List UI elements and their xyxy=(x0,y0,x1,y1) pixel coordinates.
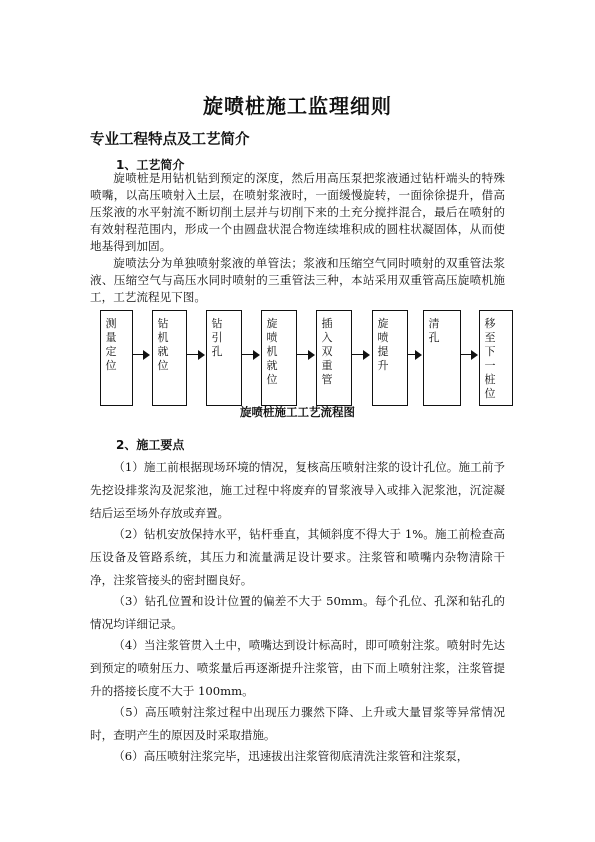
flow-step-box xyxy=(100,310,133,406)
flow-arrow-icon xyxy=(408,350,422,360)
flow-step-label: 钻机就位 xyxy=(157,317,169,372)
subsection-title-construction-points: 2、施工要点 xyxy=(116,438,185,452)
paragraph-intro-1: 旋喷桩是用钻机钻到预定的深度，然后用高压泵把浆液通过钻杆端头的特殊喷嘴，以高压喷射入土层，在喷射浆液时，一面缓慢旋转，一面徐徐提升，借高压浆液的水平射流不断切削土层并与切削下来的土充分搅拌混合，最后在喷射的有效射程范围内，形成一个由圆盘状混合物连续堆积成的圆柱状凝固体，从而使地基得到加固。 xyxy=(90,171,505,253)
paragraph-point-1: （1）施工前根据现场环境的情况，复核高压喷射注浆的设计孔位。施工前予先挖设排浆沟及泥浆池，施工过程中将废弃的冒浆液导入或排入泥浆池，沉淀凝结后运至场外存放或弃置。 xyxy=(90,460,505,520)
flow-step-label: 钻引孔 xyxy=(211,317,223,358)
flow-step-label: 旋喷提升 xyxy=(377,317,389,372)
subsection-title-process-intro: 1、工艺简介 xyxy=(116,158,185,172)
flow-step-label: 旋喷机就位 xyxy=(266,317,278,386)
document-title: 旋喷桩施工监理细则 xyxy=(203,94,392,118)
flow-arrow-icon xyxy=(297,350,315,360)
flow-arrow-icon xyxy=(242,350,260,360)
flow-step-label: 清孔 xyxy=(428,317,440,344)
flow-step-box xyxy=(152,310,187,406)
flow-step-label: 插入双重管 xyxy=(321,317,333,386)
flow-step-box xyxy=(206,310,242,406)
process-flow-diagram xyxy=(90,310,530,410)
paragraph-point-6: （6）高压喷射注浆完毕，迅速拔出注浆管彻底清洗注浆管和注浆泵， xyxy=(113,749,469,763)
paragraph-intro-2: 旋喷法分为单独喷射浆液的单管法；浆液和压缩空气同时喷射的双重管法浆液、压缩空气与高压水同时喷射的三重管法三种，本站采用双重管高压旋喷机施工，工艺流程见下图。 xyxy=(90,256,505,304)
paragraph-point-5: （5）高压喷射注浆过程中出现压力骤然下降、上升或大量冒浆等异常情况时，查明产生的原因及时采取措施。 xyxy=(90,705,505,742)
flow-arrow-icon xyxy=(133,350,150,360)
flow-step-box xyxy=(479,310,513,406)
paragraph-point-2: （2）钻机安放保持水平，钻杆垂直，其倾斜度不得大于 1%。施工前检查高压设备及管路系统，其压力和流量满足设计要求。注浆管和喷嘴内杂物清除干净，注浆管接头的密封圈良好。 xyxy=(90,527,505,587)
flow-step-box xyxy=(261,310,297,406)
flow-arrow-icon xyxy=(352,350,370,360)
flow-step-box xyxy=(423,310,461,406)
flow-step-label: 测量定位 xyxy=(105,317,117,372)
flow-arrow-icon xyxy=(187,350,205,360)
paragraph-point-4: （4）当注浆管贯入土中，喷嘴达到设计标高时，即可喷射注浆。喷射时先达到预定的喷射压力、喷浆量后再逐渐提升注浆管，由下而上喷射注浆，注浆管提升的搭接长度不大于 100mm。 xyxy=(90,638,505,698)
paragraph-point-3: （3）钻孔位置和设计位置的偏差不大于 50mm。每个孔位、孔深和钻孔的情况均详细记录。 xyxy=(90,594,505,631)
flow-step-box xyxy=(372,310,408,406)
flow-caption: 旋喷桩施工工艺流程图 xyxy=(240,405,355,419)
flow-step-label: 移至下一桩位 xyxy=(484,317,496,400)
flow-arrow-icon xyxy=(461,350,478,360)
section-title: 专业工程特点及工艺简介 xyxy=(90,132,250,148)
flow-step-box xyxy=(316,310,352,406)
